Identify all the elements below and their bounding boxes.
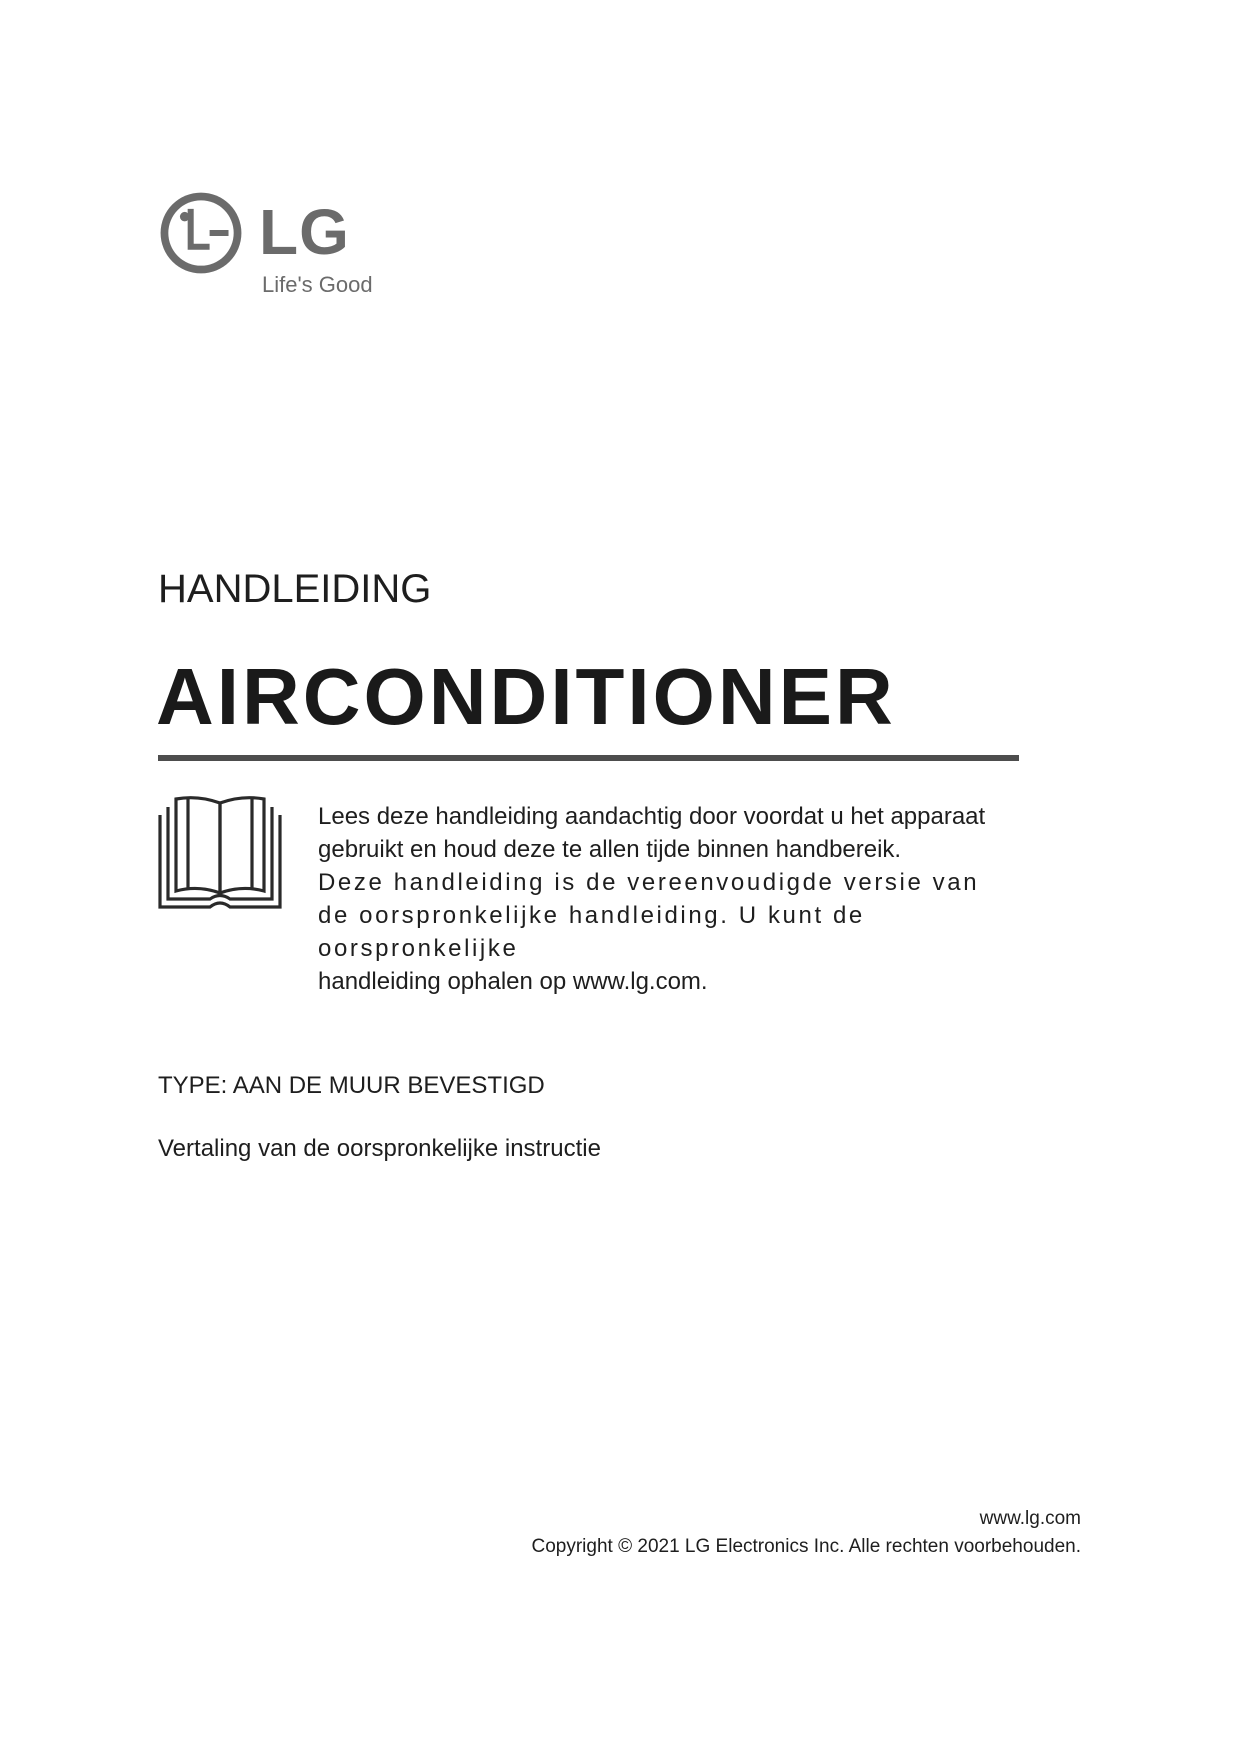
intro-paragraph-2: Deze handleiding is de vereenvoudigde versie van de oorspronkelijke handleiding. U kunt de oorspronkelijke [318,869,980,962]
document-type-heading: HANDLEIDING [158,567,432,611]
lg-face-logo-icon [158,190,244,276]
brand-tagline: Life's Good [262,272,373,297]
footer [532,1505,1082,1561]
page-title: AIRCONDITIONER [156,652,896,741]
brand-name: LG [259,196,350,268]
translation-note: Vertaling van de oorspronkelijke instructie [158,1135,601,1162]
lg-logo [158,190,388,300]
open-book-icon [158,795,282,909]
intro-text [318,800,1020,998]
intro-paragraph-3: handleiding ophalen op www.lg.com. [318,968,708,995]
title-divider [158,755,1019,761]
footer-copyright: Copyright © 2021 LG Electronics Inc. Alle rechten voorbehouden. [531,1536,1081,1557]
intro-paragraph-1: Lees deze handleiding aandachtig door voordat u het apparaat gebruikt en houd deze te allen tijde binnen handbereik. [318,803,986,863]
footer-website: www.lg.com [979,1508,1081,1529]
product-type: TYPE: AAN DE MUUR BEVESTIGD [158,1072,545,1099]
